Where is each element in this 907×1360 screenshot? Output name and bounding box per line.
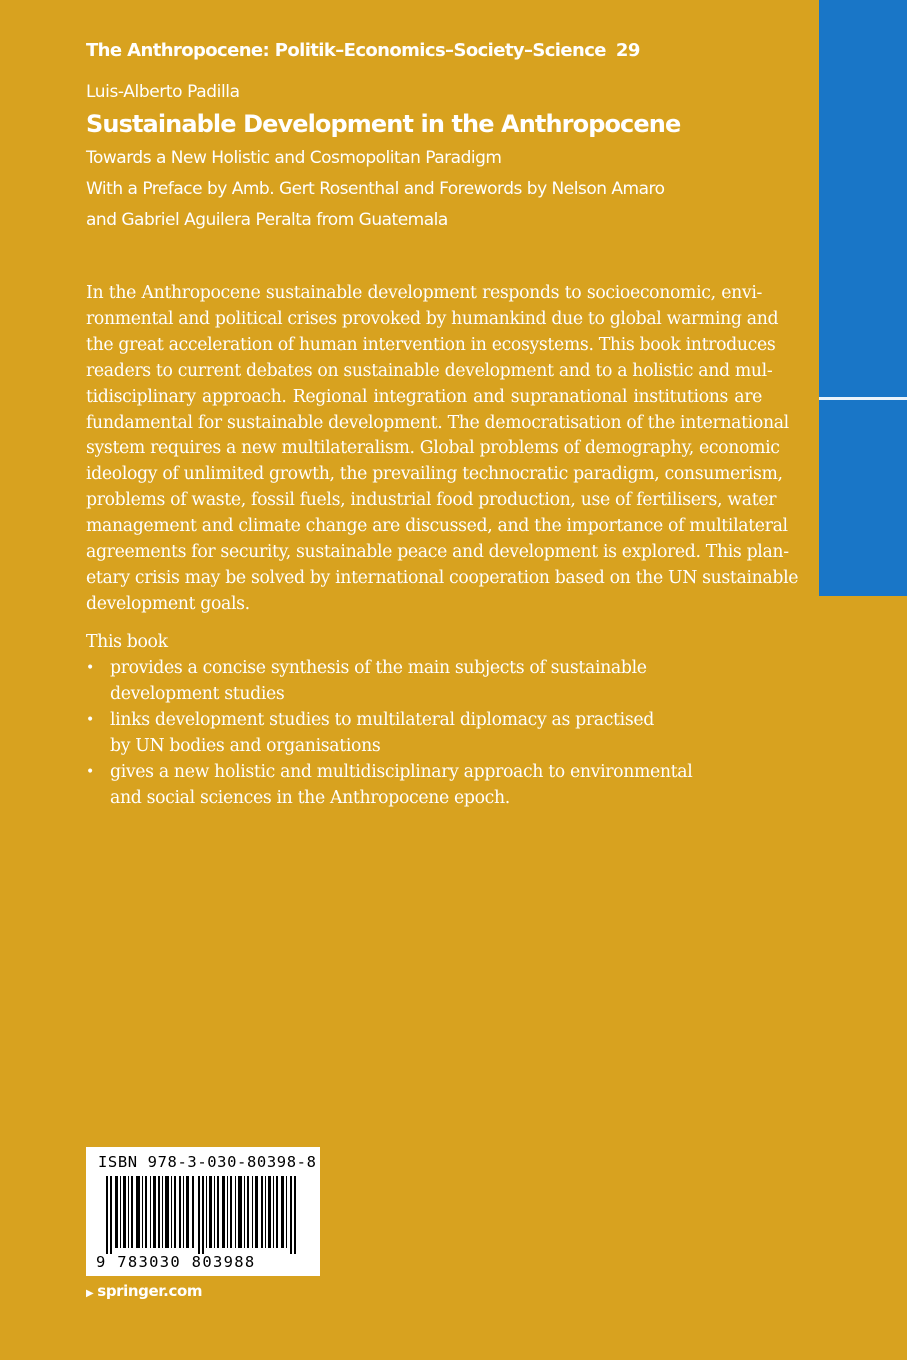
abstract-line: problems of waste, fossil fuels, industrial food production, use of fertilisers, water [86,490,777,511]
series-bar-divider [819,397,907,400]
abstract-line: In the Anthropocene sustainable development responds to socioeconomic, envi- [86,283,762,303]
abstract-line: the great acceleration of human intervention in ecosystems. This book introduces [86,334,776,355]
list-item [86,760,706,812]
bullet-icon: • [86,763,94,780]
list-item [86,656,706,708]
book-subtitle: Towards a New Holistic and Cosmopolitan Paradigm [86,148,502,168]
isbn-barcode [86,1147,320,1276]
preface-line-2: and Gabriel Aguilera Peralta from Guatemala [86,210,448,230]
list-item-line: development studies [110,683,285,704]
abstract-line: tidisciplinary approach. Regional integration and supranational institutions are [86,386,762,407]
isbn-label: ISBN 978-3-030-80398-8 [98,1153,317,1171]
series-volume: 29 [615,40,640,61]
bullet-icon: • [86,711,94,728]
book-title: Sustainable Development in the Anthropocene [86,110,681,138]
this-book-heading: This book [86,632,168,652]
abstract-line: readers to current debates on sustainable development and to a holistic and mul- [86,360,773,381]
abstract [86,281,799,618]
abstract-line: development goals. [86,593,250,614]
list-item-line: links development studies to multilateral diplomacy as practised [110,709,654,730]
abstract-line: ideology of unlimited growth, the prevailing technocratic paradigm, consumerism, [86,464,783,485]
bullet-icon: • [86,660,94,676]
list-item-line: provides a concise synthesis of the main subjects of sustainable [110,658,647,678]
list-item-line: by UN bodies and organisations [110,735,381,756]
author-name: Luis-Alberto Padilla [86,82,240,102]
abstract-line: ronmental and political crises provoked by humankind due to global warming and [86,308,779,329]
abstract-line: management and climate change are discussed, and the importance of multilateral [86,516,788,537]
abstract-line: fundamental for sustainable development. The democratisation of the international [86,412,789,433]
publisher-link[interactable] [86,1282,202,1300]
abstract-line: system requires a new multilateralism. Global problems of demography, economic [86,438,780,459]
abstract-line: agreements for security, sustainable peace and development is explored. This plan- [86,542,789,563]
abstract-line: etary crisis may be solved by international cooperation based on the UN sustainable [86,567,799,588]
list-item-line: gives a new holistic and multidisciplinary approach to environmental [110,761,693,782]
preface-line-1: With a Preface by Amb. Gert Rosenthal and Forewords by Nelson Amaro [86,179,665,199]
barcode-bars [106,1176,302,1254]
list-item-line: and social sciences in the Anthropocene epoch. [110,787,510,808]
series-title [86,40,640,61]
arrow-right-icon: ▶ [86,1288,94,1299]
publisher-url: springer.com [97,1282,203,1300]
list-item [86,708,706,760]
barcode-digits: 9 783030 803988 [96,1253,256,1271]
series-color-bar [819,0,907,596]
series-name: The Anthropocene: Politik–Economics–Society–Science [86,40,606,61]
feature-list [86,656,706,811]
